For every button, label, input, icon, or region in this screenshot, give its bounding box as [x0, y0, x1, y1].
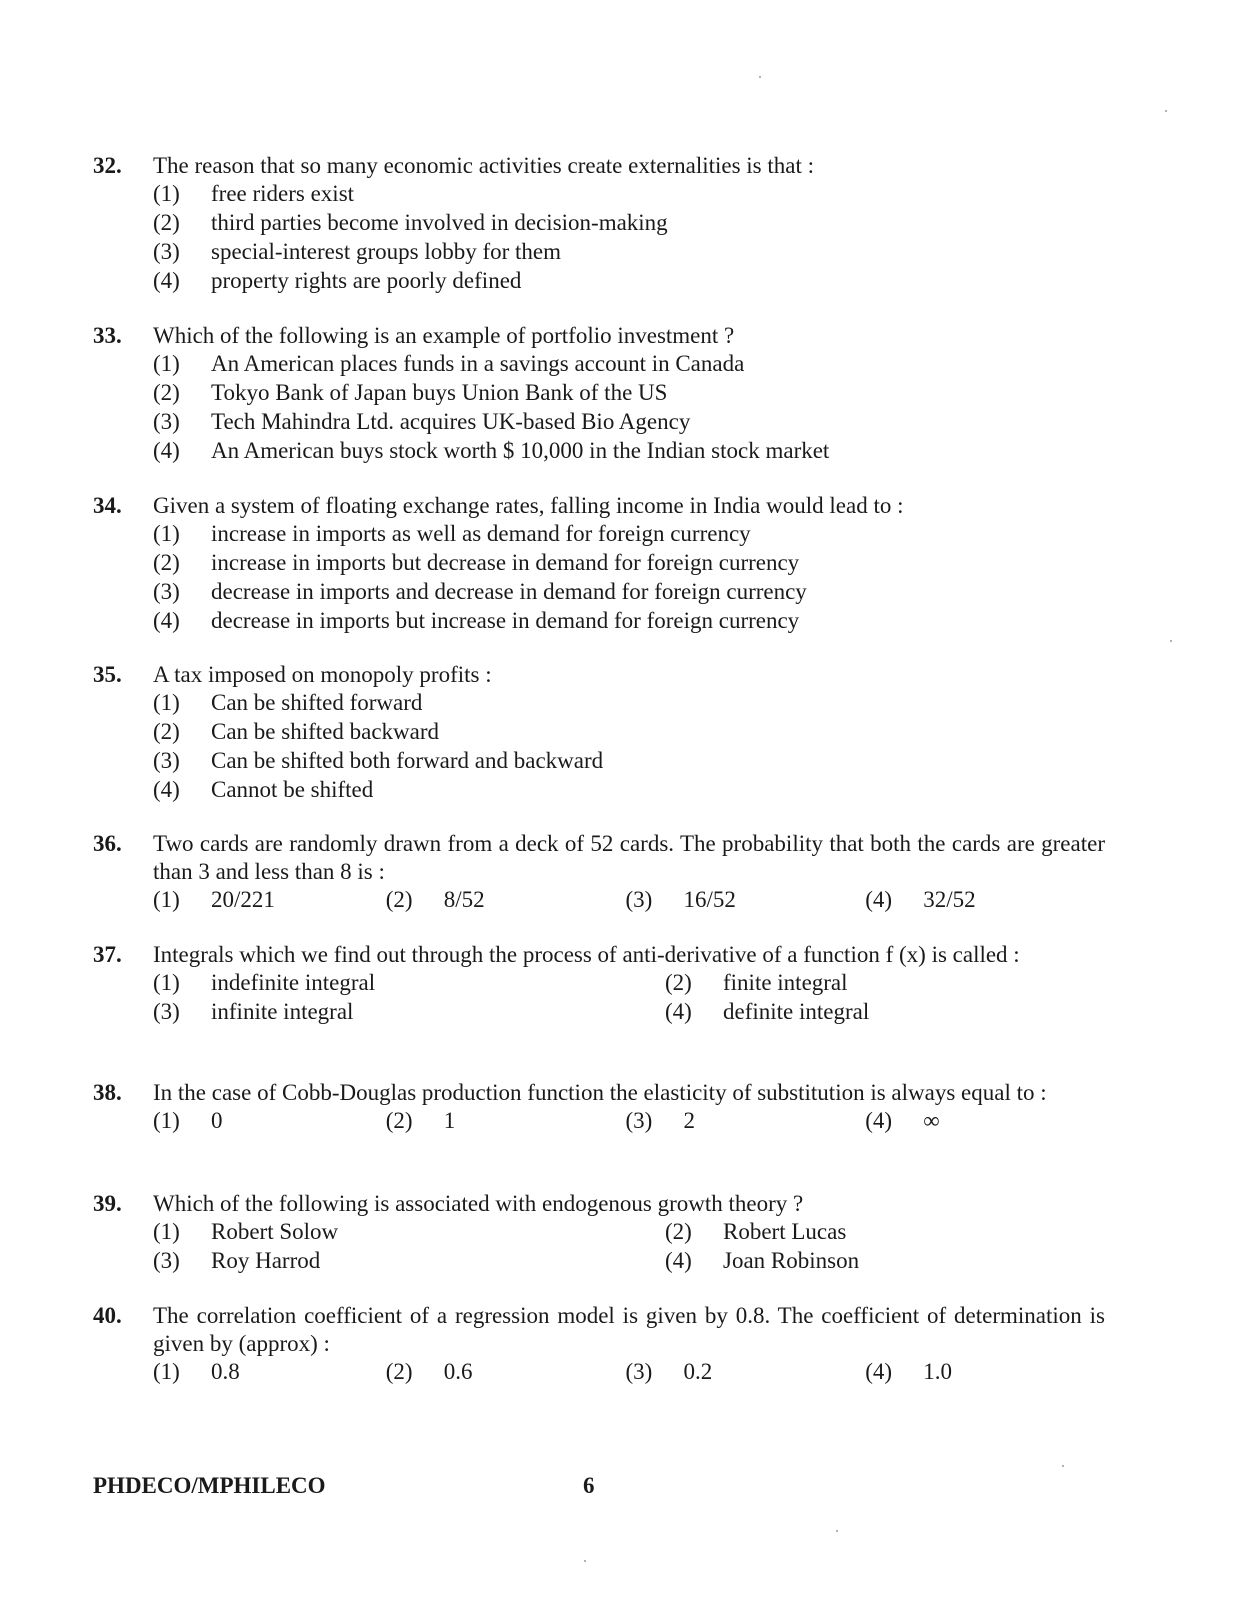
- option-text: increase in imports but decrease in demand for foreign currency: [211, 550, 800, 575]
- option-text: Roy Harrod: [211, 1248, 321, 1273]
- option-number: (4): [153, 777, 180, 802]
- option-text: Cannot be shifted: [211, 777, 374, 802]
- option-number: (4): [665, 999, 692, 1024]
- option-1: [153, 1107, 386, 1136]
- option-4: [865, 1358, 1105, 1387]
- option-3: [626, 886, 866, 915]
- option-text: free riders exist: [211, 181, 355, 206]
- option-number: (2): [385, 1359, 413, 1384]
- question-32: [93, 152, 1105, 296]
- question-35: [93, 661, 1105, 805]
- option-number: (3): [153, 1248, 180, 1273]
- option-text: 2: [683, 1108, 695, 1133]
- option-3: [626, 1107, 866, 1136]
- option-text: finite integral: [723, 970, 848, 995]
- option-text: infinite integral: [211, 999, 354, 1024]
- option-number: (2): [153, 719, 180, 744]
- option-1: [153, 1218, 629, 1247]
- option-1: [153, 180, 1105, 209]
- option-2: [153, 549, 1105, 578]
- question-number: 35.: [93, 662, 122, 687]
- option-text: 0.6: [443, 1359, 473, 1384]
- option-number: (1): [153, 181, 180, 206]
- option-number: (3): [625, 887, 653, 912]
- option-text: indefinite integral: [211, 970, 376, 995]
- options-grid: [153, 1218, 1105, 1276]
- option-number: (4): [865, 887, 893, 912]
- option-2: [386, 1358, 626, 1387]
- option-number: (2): [665, 970, 692, 995]
- options-grid: [153, 969, 1105, 1027]
- question-number: 40.: [93, 1303, 122, 1328]
- option-2: [153, 379, 1105, 408]
- option-number: (3): [153, 579, 180, 604]
- question-36: [93, 830, 1105, 915]
- option-number: (3): [625, 1359, 653, 1384]
- option-3: [153, 998, 629, 1027]
- option-number: (1): [153, 970, 180, 995]
- option-number: (2): [385, 887, 413, 912]
- question-text: Two cards are randomly drawn from a deck of 52 cards. The probability that both the cards are greater than 3 and less than 8 is :: [153, 831, 1105, 884]
- question-39: [93, 1190, 1105, 1276]
- option-number: (4): [865, 1108, 893, 1133]
- option-number: (4): [153, 608, 180, 633]
- option-number: (1): [153, 1219, 180, 1244]
- option-text: ∞: [923, 1108, 940, 1133]
- option-text: 0.2: [683, 1359, 713, 1384]
- option-number: (2): [385, 1108, 413, 1133]
- option-2: [629, 969, 1105, 998]
- option-2: [153, 209, 1105, 238]
- option-text: Can be shifted backward: [211, 719, 440, 744]
- option-text: An American buys stock worth $ 10,000 in the Indian stock market: [211, 438, 830, 463]
- option-text: 32/52: [923, 887, 976, 912]
- option-text: decrease in imports and decrease in demand for foreign currency: [211, 579, 807, 604]
- option-3: [153, 1247, 629, 1276]
- option-2: [629, 1218, 1105, 1247]
- option-4: [865, 886, 1105, 915]
- option-1: [153, 1358, 386, 1387]
- question-text: Which of the following is an example of portfolio investment ?: [153, 323, 735, 348]
- option-3: [153, 408, 1105, 437]
- option-text: decrease in imports but increase in demand for foreign currency: [211, 608, 800, 633]
- option-1: [153, 689, 1105, 718]
- option-1: [153, 350, 1105, 379]
- option-text: special-interest groups lobby for them: [211, 239, 562, 264]
- option-text: 1.0: [923, 1359, 952, 1384]
- option-text: Can be shifted forward: [211, 690, 423, 715]
- option-number: (1): [153, 690, 180, 715]
- option-1: [153, 969, 629, 998]
- question-text: A tax imposed on monopoly profits :: [153, 662, 492, 687]
- options-row: [153, 1107, 1105, 1136]
- option-4: [153, 437, 1105, 466]
- question-number: 36.: [93, 831, 122, 856]
- scan-speck: [1062, 1465, 1064, 1467]
- option-number: (1): [153, 887, 180, 912]
- question-number: 38.: [93, 1080, 122, 1105]
- question-number: 34.: [93, 493, 122, 518]
- option-text: An American places funds in a savings account in Canada: [211, 351, 745, 376]
- option-3: [626, 1358, 866, 1387]
- option-number: (1): [153, 1359, 180, 1384]
- option-3: [153, 578, 1105, 607]
- option-text: Joan Robinson: [723, 1248, 860, 1273]
- page-number: 6: [583, 1473, 595, 1498]
- scan-speck: [836, 1530, 838, 1532]
- option-4: [153, 776, 1105, 805]
- option-number: (2): [153, 380, 180, 405]
- question-text: In the case of Cobb-Douglas production function the elasticity of substitution is always equal to :: [153, 1080, 1047, 1105]
- option-number: (4): [665, 1248, 692, 1273]
- scan-speck: [1170, 640, 1172, 642]
- question-text: The reason that so many economic activities create externalities is that :: [153, 153, 815, 178]
- question-text: The correlation coefficient of a regression model is given by 0.8. The coefficient of determination is given by (approx) :: [153, 1303, 1105, 1356]
- option-text: 16/52: [683, 887, 736, 912]
- option-4: [629, 1247, 1105, 1276]
- question-34: [93, 492, 1105, 636]
- question-text: Given a system of floating exchange rates, falling income in India would lead to :: [153, 493, 904, 518]
- option-2: [386, 886, 626, 915]
- question-number: 33.: [93, 323, 122, 348]
- option-number: (2): [665, 1219, 692, 1244]
- option-number: (1): [153, 1108, 180, 1133]
- option-3: [153, 747, 1105, 776]
- option-3: [153, 238, 1105, 267]
- option-number: (4): [153, 268, 180, 293]
- option-number: (4): [153, 438, 180, 463]
- option-4: [865, 1107, 1105, 1136]
- scan-speck: [759, 76, 761, 78]
- option-number: (2): [153, 210, 180, 235]
- options-row: [153, 1358, 1105, 1387]
- option-number: (2): [153, 550, 180, 575]
- option-text: definite integral: [723, 999, 870, 1024]
- question-37: [93, 941, 1105, 1027]
- option-text: increase in imports as well as demand for foreign currency: [211, 521, 751, 546]
- question-text: Which of the following is associated with endogenous growth theory ?: [153, 1191, 804, 1216]
- option-1: [153, 886, 386, 915]
- question-number: 37.: [93, 942, 122, 967]
- option-text: Can be shifted both forward and backward: [211, 748, 604, 773]
- question-number: 32.: [93, 153, 122, 178]
- option-number: (4): [865, 1359, 893, 1384]
- question-text: Integrals which we find out through the process of anti-derivative of a function f (x) is called :: [153, 942, 1020, 967]
- options-row: [153, 886, 1105, 915]
- option-number: (3): [153, 239, 180, 264]
- option-number: (1): [153, 521, 180, 546]
- scan-speck: [584, 1560, 586, 1562]
- option-number: (3): [153, 409, 180, 434]
- question-38: [93, 1079, 1105, 1136]
- scan-speck: [1165, 110, 1167, 112]
- option-text: 0: [211, 1108, 223, 1133]
- question-33: [93, 322, 1105, 466]
- option-number: (3): [625, 1108, 653, 1133]
- option-text: 0.8: [211, 1359, 240, 1384]
- option-4: [153, 267, 1105, 296]
- option-text: Tokyo Bank of Japan buys Union Bank of the US: [211, 380, 668, 405]
- paper-code: PHDECO/MPHILECO: [93, 1473, 326, 1498]
- option-number: (3): [153, 748, 180, 773]
- option-number: (3): [153, 999, 180, 1024]
- option-4: [629, 998, 1105, 1027]
- option-text: 8/52: [443, 887, 485, 912]
- option-2: [153, 718, 1105, 747]
- question-40: [93, 1302, 1105, 1387]
- option-text: 1: [443, 1108, 456, 1133]
- option-2: [386, 1107, 626, 1136]
- option-text: Robert Lucas: [723, 1219, 847, 1244]
- option-1: [153, 520, 1105, 549]
- option-text: 20/221: [211, 887, 275, 912]
- option-text: property rights are poorly defined: [211, 268, 522, 293]
- option-text: Robert Solow: [211, 1219, 339, 1244]
- option-number: (1): [153, 351, 180, 376]
- option-text: third parties become involved in decision-making: [211, 210, 668, 235]
- option-text: Tech Mahindra Ltd. acquires UK-based Bio Agency: [211, 409, 691, 434]
- option-4: [153, 607, 1105, 636]
- question-number: 39.: [93, 1191, 122, 1216]
